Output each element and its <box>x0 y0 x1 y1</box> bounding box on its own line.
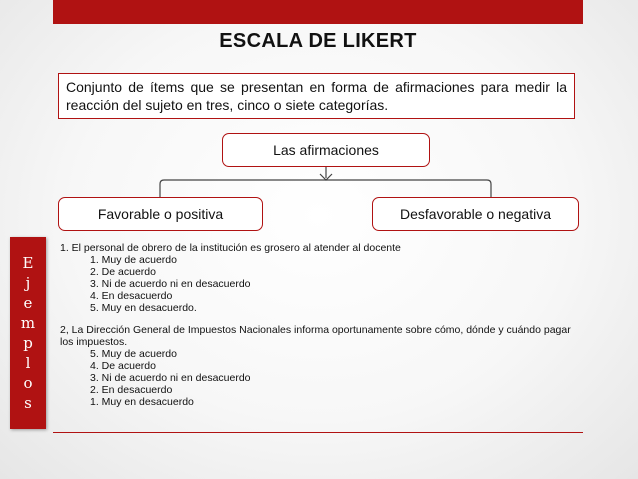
example-1-option: 4. En desacuerdo <box>90 290 173 302</box>
sidebar-letter: E <box>22 254 34 272</box>
example-2-option: 2. En desacuerdo <box>90 384 173 396</box>
sidebar-letter: j <box>25 274 31 292</box>
sidebar-letter: s <box>24 394 32 412</box>
example-1-option: 1. Muy de acuerdo <box>90 254 177 266</box>
node-favorable: Favorable o positiva <box>58 197 263 231</box>
definition-box: Conjunto de ítems que se presentan en forma de afirmaciones para medir la reacción del sujeto en tres, cinco o siete categorías. <box>58 73 575 119</box>
sidebar-letter: e <box>23 294 33 312</box>
example-2-statement: 2, La Dirección General de Impuestos Nacionales informa oportunamente sobre cómo, dónde y cuándo pagar <box>60 324 571 336</box>
bottom-divider <box>53 432 583 433</box>
examples-sidebar <box>10 237 46 429</box>
sidebar-letter: l <box>25 354 31 372</box>
example-2-option: 4. De acuerdo <box>90 360 156 372</box>
node-afirmaciones: Las afirmaciones <box>222 133 430 167</box>
example-2-option: 1. Muy en desacuerdo <box>90 396 194 408</box>
examples-list <box>60 242 590 408</box>
example-1-option: 2. De acuerdo <box>90 266 156 278</box>
example-1-statement: 1. El personal de obrero de la institución es grosero al atender al docente <box>60 242 401 254</box>
sidebar-letter: p <box>23 334 33 352</box>
sidebar-letter: o <box>23 374 33 392</box>
page-title: ESCALA DE LIKERT <box>219 30 417 52</box>
example-2-option: 3. Ni de acuerdo ni en desacuerdo <box>90 372 251 384</box>
example-2-option: 5. Muy de acuerdo <box>90 348 177 360</box>
example-1-option: 3. Ni de acuerdo ni en desacuerdo <box>90 278 251 290</box>
example-1-option: 5. Muy en desacuerdo. <box>90 302 197 314</box>
example-2-statement-cont: los impuestos. <box>60 336 128 348</box>
node-desfavorable: Desfavorable o negativa <box>372 197 579 231</box>
sidebar-letter: m <box>20 314 36 332</box>
